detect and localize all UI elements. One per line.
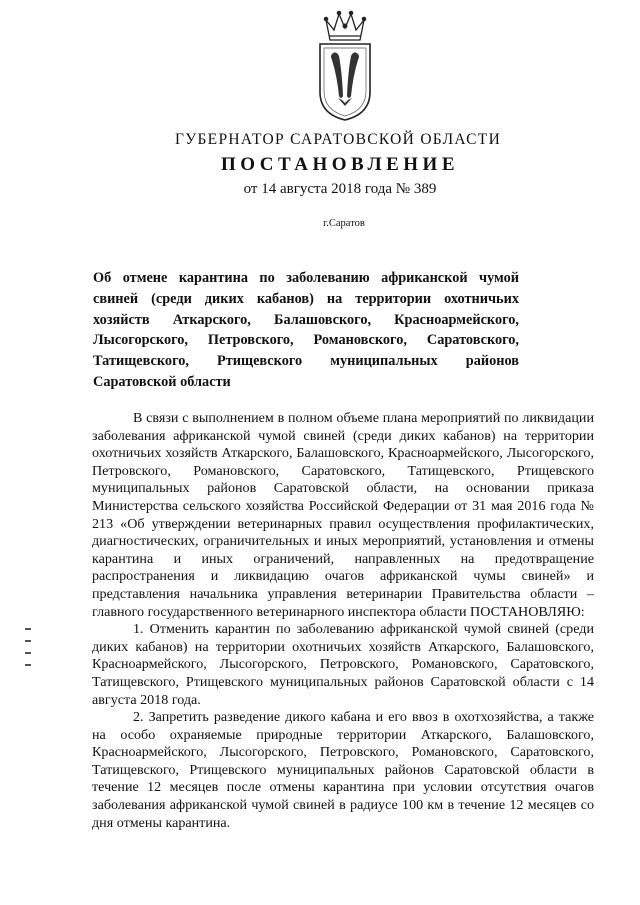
resolution-item-1: 1. Отменить карантин по заболеванию африканской чумой свиней (среди диких кабанов) на территории охотничьих хозяйств Аткарского, Балашовского, Красноармейского, Лысогорского, Петровского, Романовского, Саратовского, Татищевского, Ртищевского муниципальных районов Саратовской области с 14 августа 2018 года. bbox=[92, 621, 594, 708]
document-body bbox=[92, 410, 594, 832]
margin-mark bbox=[25, 652, 31, 654]
margin-mark bbox=[25, 664, 31, 666]
resolution-item-2: 2. Запретить разведение дикого кабана и его ввоз в охотхозяйства, а также на особо охраняемые природные территории Аткарского, Балашовского, Красноармейского, Лысогорского, Петровского, Романовского, Саратовского, Татищевского, Ртищевского муниципальных районов Саратовской области в течение 12 месяцев после отмены карантина при условии отсутствия очагов заболевания африканской чумой свиней в радиусе 100 км в течение 12 месяцев со дня отмены карантина. bbox=[92, 709, 594, 831]
document-type-title: ПОСТАНОВЛЕНИЕ bbox=[220, 154, 460, 175]
issuer-heading: ГУБЕРНАТОР САРАТОВСКОЙ ОБЛАСТИ bbox=[174, 131, 502, 148]
preamble-paragraph: В связи с выполнением в полном объеме плана мероприятий по ликвидации заболевания африканской чумой свиней (среди диких кабанов) на территории охотничьих хозяйств Аткарского, Балашовского, Красноармейского, Лысогорского, Петровского, Романовского, Саратовского, Татищевского, Ртищевского муниципальных районов Саратовской области, на основании приказа Министерства сельского хозяйства Российской Федерации от 31 мая 2016 года № 213 «Об утверждении ветеринарных правил осуществления профилактических, диагностических, ограничительных и иных мероприятий, установления и отмены карантина и иных ограничений, направленных на предотвращение распространения и ликвидацию очагов африканской чумы свиней» и представления начальника управления ветеринарии Правительства области – главного государственного ветеринарного инспектора области ПОСТАНОВЛЯЮ: bbox=[92, 410, 594, 620]
subject-heading: Об отмене карантина по заболеванию африканской чумой свиней (среди диких кабанов) на территории охотничьих хозяйств Аткарского, Балашовского, Красноармейского, Лысогорского, Петровского, Романовского, Саратовского, Татищевского, Ртищевского муниципальных районов Саратовской области bbox=[93, 270, 519, 390]
saratov-coat-of-arms-icon bbox=[312, 10, 378, 122]
document-date-number: от 14 августа 2018 года № 389 bbox=[243, 181, 437, 197]
issue-city: г.Саратов bbox=[323, 218, 365, 229]
margin-mark bbox=[25, 640, 31, 642]
margin-mark bbox=[25, 628, 31, 630]
